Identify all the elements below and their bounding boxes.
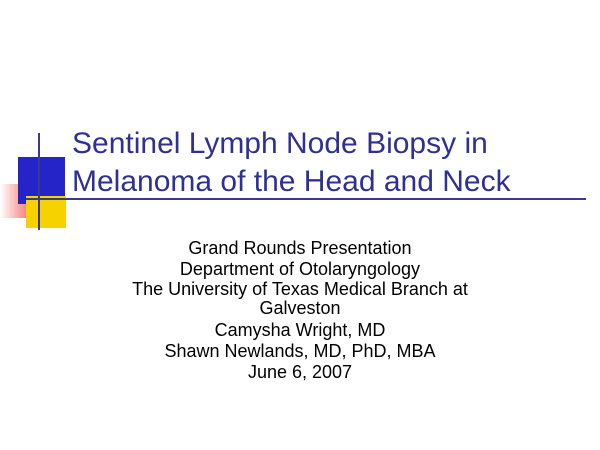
body-line-department: Department of Otolaryngology (179, 259, 421, 279)
body-line-university: The University of Texas Medical Branch at (132, 279, 468, 299)
body-line-author-2: Shawn Newlands, MD, PhD, MBA (164, 341, 436, 361)
decor-vertical-line (38, 133, 40, 230)
body-line-date: June 6, 2007 (247, 362, 353, 382)
decor-yellow-square (26, 196, 66, 228)
title-line-1: Sentinel Lymph Node Biopsy in (72, 127, 488, 160)
title-line-2: Melanoma of the Head and Neck (72, 165, 511, 198)
body-line-presentation: Grand Rounds Presentation (188, 238, 412, 258)
body-line-author-1: Camysha Wright, MD (214, 320, 386, 340)
slide-title (72, 125, 582, 201)
body-line-location: Galveston (259, 298, 341, 318)
slide-body (60, 238, 540, 383)
